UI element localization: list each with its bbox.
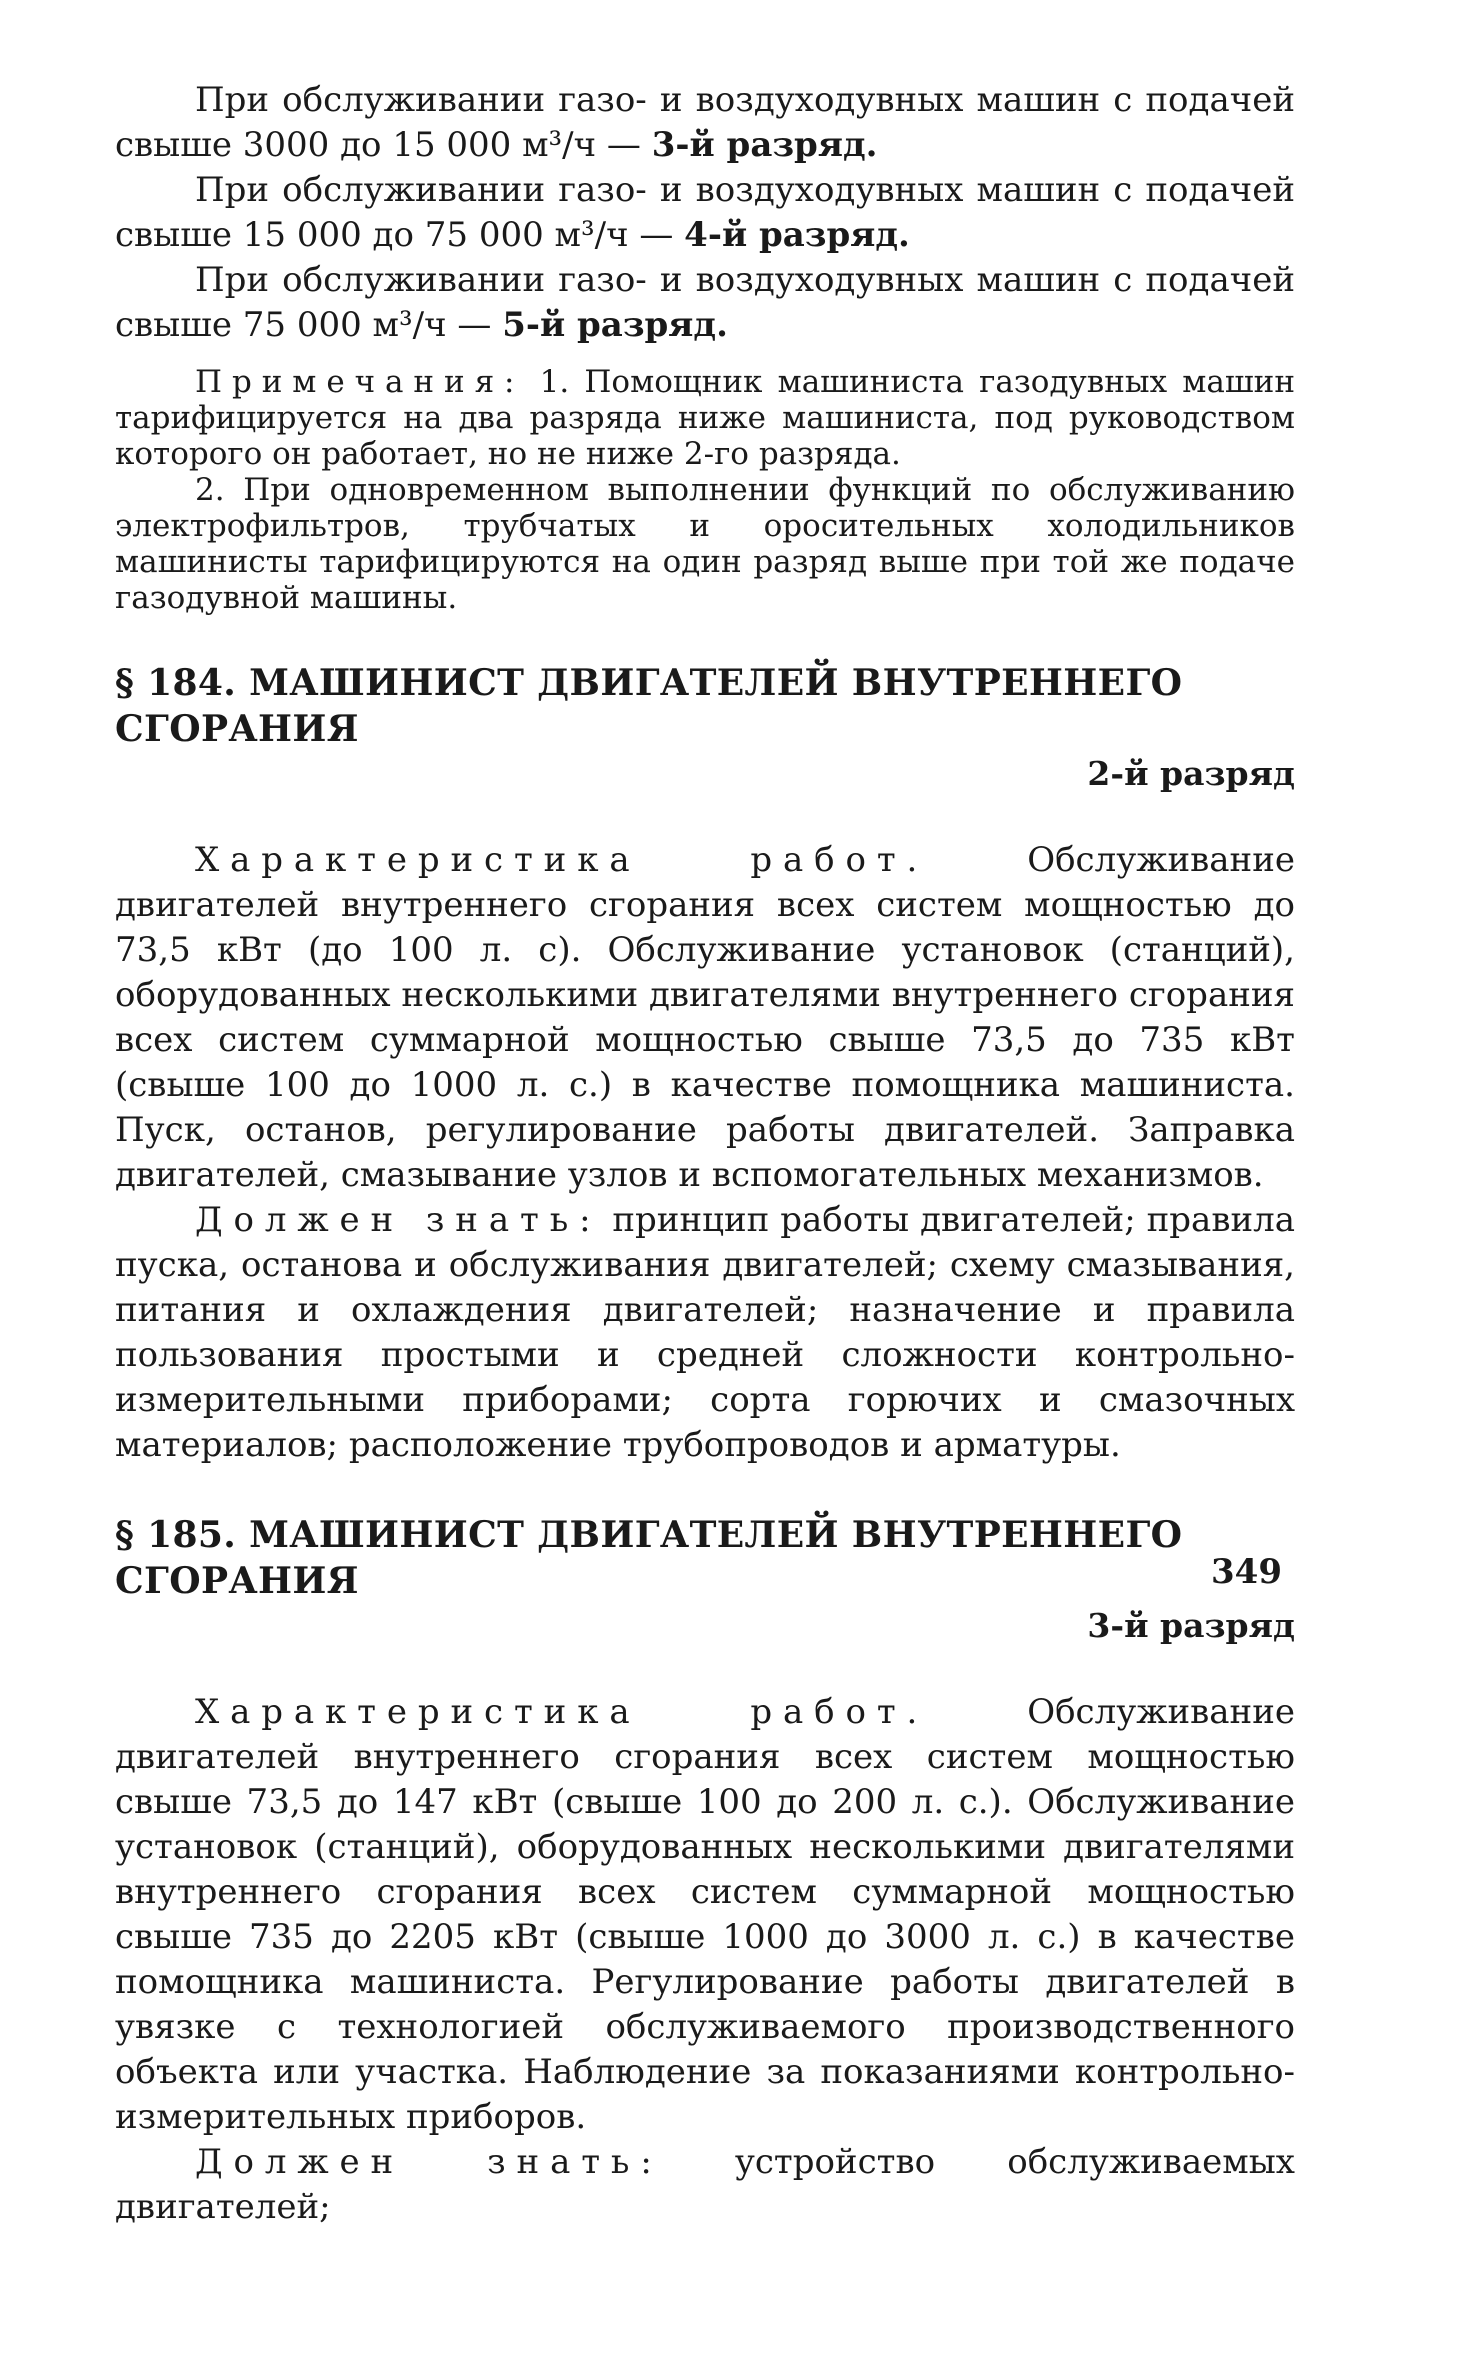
section-185-title: § 185. МАШИНИСТ ДВИГАТЕЛЕЙ ВНУТРЕННЕГО СГОРАНИЯ bbox=[115, 1514, 1183, 1602]
notes-label: Примечания: bbox=[195, 364, 525, 400]
section-184-knowledge: Должен знать: принцип работы двигателей; правила пуска, останова и обслуживания двигателей; схему смазывания, питания и охлаждения двигателей; назначение и правила пользования простыми и средней сложности контрольно-измерительными приборами; сорта горючих и смазочных материалов; расположение трубопроводов и арматуры. bbox=[115, 1200, 1295, 1465]
document-page bbox=[115, 78, 1295, 2230]
section-184-characteristics: Характеристика работ. Обслуживание двигателей внутреннего сгорания всех систем мощностью до 73,5 кВт (до 100 л. с). Обслуживание установок (станций), оборудованных несколькими двигателями внутреннего сгорания всех систем суммарной мощностью свыше 73,5 до 735 кВт (свыше 100 до 1000 л. с.) в качестве помощника машиниста. Пуск, останов, регулирование работы двигателей. Заправка двигателей, смазывание узлов и вспомогательных механизмов. bbox=[115, 840, 1295, 1195]
intro-paragraph-2: При обслуживании газо- и воздуходувных машин с подачей свыше 15 000 до 75 000 м³/ч — 4-й разряд. bbox=[115, 170, 1295, 255]
section-184-grade: 2-й разряд bbox=[1087, 754, 1295, 793]
section-184-title: § 184. МАШИНИСТ ДВИГАТЕЛЕЙ ВНУТРЕННЕГО СГОРАНИЯ bbox=[115, 662, 1183, 750]
characteristics-label: Характеристика работ. bbox=[195, 840, 929, 880]
section-185 bbox=[115, 1512, 1295, 2230]
section-184-body bbox=[115, 838, 1295, 1468]
page-number: 349 bbox=[1211, 1552, 1282, 1592]
section-185-body bbox=[115, 1690, 1295, 2230]
intro-block bbox=[115, 78, 1295, 348]
grade-4: 4-й разряд. bbox=[684, 215, 910, 255]
section-185-grade: 3-й разряд bbox=[1087, 1606, 1295, 1645]
section-184 bbox=[115, 660, 1295, 1468]
grade-3: 3-й разряд. bbox=[651, 125, 878, 165]
section-185-knowledge: Должен знать: устройство обслуживаемых двигателей; bbox=[115, 2142, 1295, 2227]
note-1: Примечания: 1. Помощник машиниста газодувных машин тарифицируется на два разряда ниже машиниста, под руководством которого он работает, но не ниже 2-го разряда. bbox=[115, 364, 1295, 472]
knowledge-label: Должен знать: bbox=[195, 2142, 663, 2182]
knowledge-label: Должен знать: bbox=[195, 1200, 602, 1240]
notes-block bbox=[115, 364, 1295, 616]
intro-paragraph-3: При обслуживании газо- и воздуходувных машин с подачей свыше 75 000 м³/ч — 5-й разряд. bbox=[115, 260, 1295, 345]
section-185-characteristics: Характеристика работ. Обслуживание двигателей внутреннего сгорания всех систем мощностью свыше 73,5 до 147 кВт (свыше 100 до 200 л. с.). Обслуживание установок (станций), оборудованных несколькими двигателями внутреннего сгорания всех систем суммарной мощностью свыше 735 до 2205 кВт (свыше 1000 до 3000 л. с.) в качестве помощника машиниста. Регулирование работы двигателей в увязке с технологией обслуживаемого производственного объекта или участка. Наблюдение за показаниями контрольно-измерительных приборов. bbox=[115, 1692, 1295, 2137]
grade-5: 5-й разряд. bbox=[502, 305, 728, 345]
note-2: 2. При одновременном выполнении функций по обслуживанию электрофильтров, трубчатых и оросительных холодильников машинисты тарифицируются на один разряд выше при той же подаче газодувной машины. bbox=[115, 472, 1295, 616]
characteristics-label: Характеристика работ. bbox=[195, 1692, 929, 1732]
intro-paragraph-1: При обслуживании газо- и воздуходувных машин с подачей свыше 3000 до 15 000 м³/ч — 3-й разряд. bbox=[115, 80, 1295, 165]
